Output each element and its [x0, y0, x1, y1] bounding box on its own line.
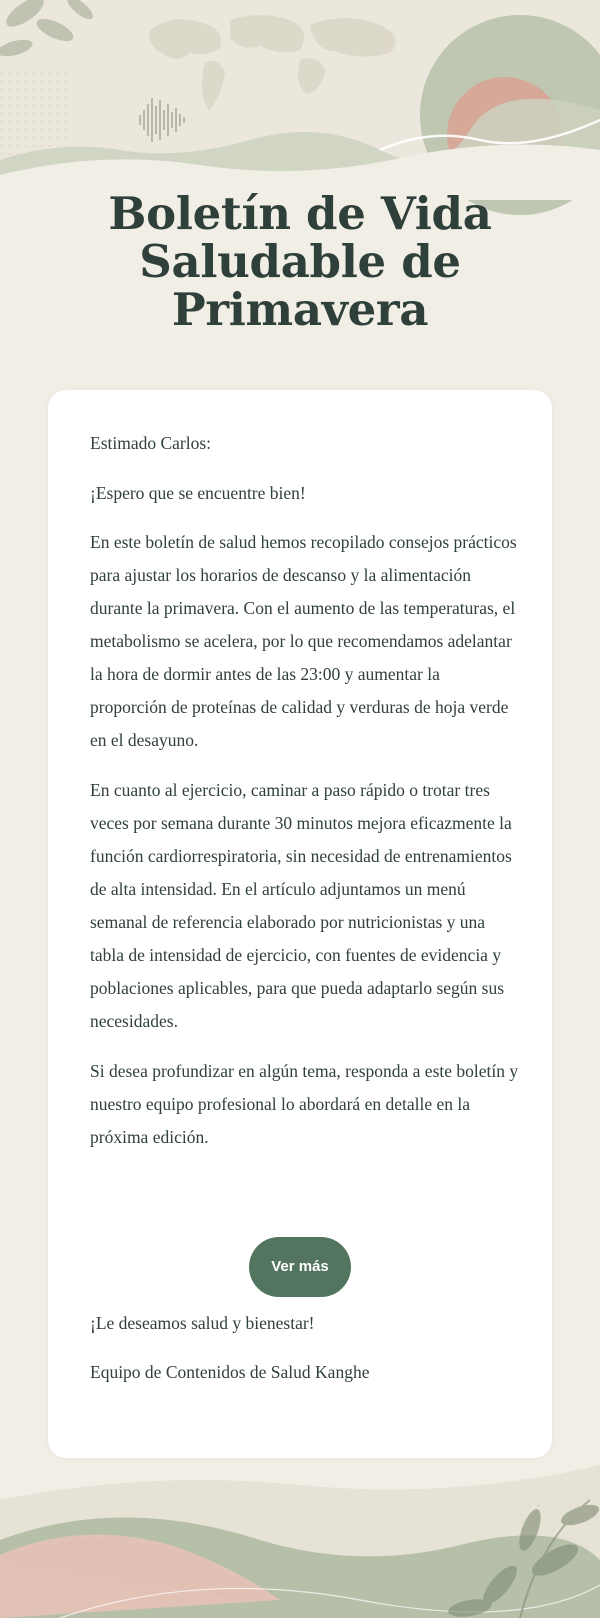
content-card	[48, 390, 552, 1458]
see-more-button[interactable]: Ver más	[249, 1237, 351, 1297]
paragraph-3: Si desea profundizar en algún tema, responda a este boletín y nuestro equipo profesional lo abordará en detalle en la próxima edición.	[90, 1061, 519, 1147]
signature: Equipo de Contenidos de Salud Kanghe	[90, 1362, 370, 1382]
greeting: Estimado Carlos:	[90, 433, 212, 453]
paragraph-2: En cuanto al ejercicio, caminar a paso rápido o trotar tres veces por semana durante 30 minutos mejora eficazmente la función cardiorrespiratoria, sin necesidad de entrenamientos de alta intensidad. En el artículo adjuntamos un menú semanal de referencia elaborado por nutricionistas y una tabla de intensidad de ejercicio, con fuentes de evidencia y poblaciones aplicables, para que pueda adaptarlo según sus necesidades.	[90, 780, 512, 1031]
cta-wrap	[48, 1237, 552, 1297]
footer-art	[0, 1465, 600, 1618]
paragraph-1: En este boletín de salud hemos recopilado consejos prácticos para ajustar los horarios de descanso y la alimentación durante la primavera. Con el aumento de las temperaturas, el metabolismo se acelera, por lo que recomendamos adelantar la hora de dormir antes de las 23:00 y aumentar la proporción de proteínas de calidad y verduras de hoja verde en el desayuno.	[90, 532, 517, 750]
card-body	[90, 432, 520, 1171]
opening-line: ¡Espero que se encuentre bien!	[90, 483, 306, 503]
header-art	[0, 0, 600, 215]
closing-line: ¡Le deseamos salud y bienestar!	[90, 1313, 315, 1333]
newsletter-title: Boletín de Vida Saludable de Primavera	[108, 187, 492, 336]
